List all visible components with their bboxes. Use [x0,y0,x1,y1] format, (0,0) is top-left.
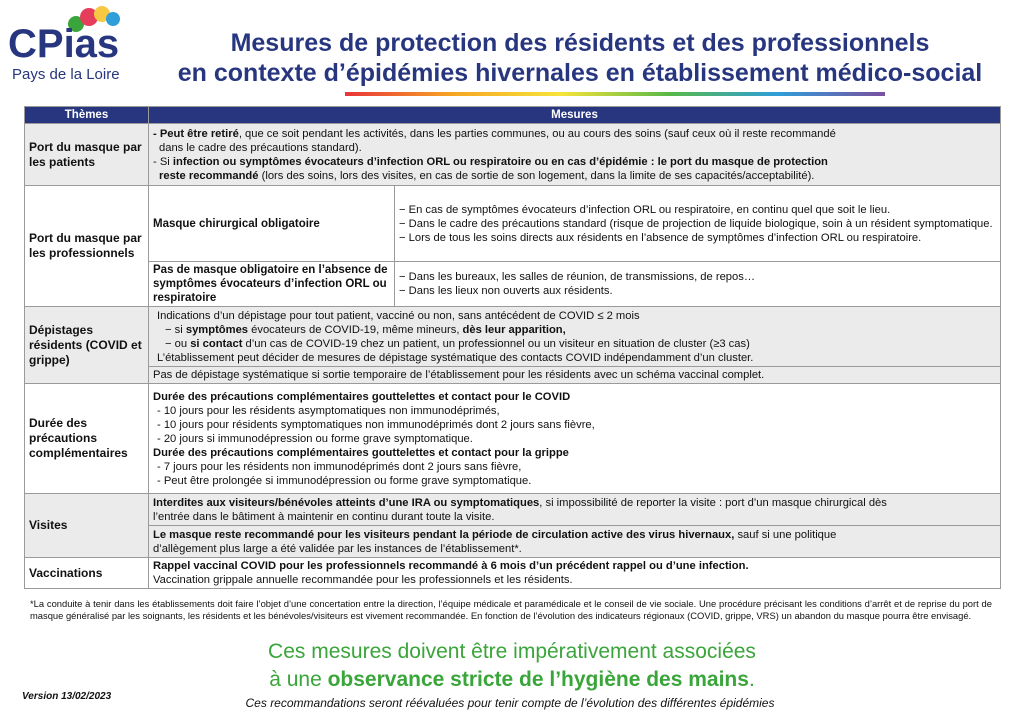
sub-label-pas-de-masque: Pas de masque obligatoire en l’absence de symptômes évocateurs d’infection ORL ou respiratoire [149,262,395,307]
mesures-depistage [149,307,1001,367]
rainbow-divider [345,92,885,96]
table-row-professionnels-2 [25,262,1001,307]
table-row-visites-2 [25,526,1001,558]
visites-r1: , si impossibilité de reporter la visite : port d’un masque chirurgical dès [539,496,887,509]
depistage-line3-b: si contact [190,337,243,350]
green-line-2-c: . [748,668,755,691]
cpias-logo [8,4,128,84]
hand-hygiene-message [200,638,824,694]
depistage-line1: Indications d’un dépistage pour tout patient, vacciné ou non, sans antécédent de COVID ≤ 2 mois [157,309,640,322]
header-themes: Thèmes [25,107,149,124]
green-line-2-a: à une [269,668,328,691]
table-row-duree [25,384,1001,494]
patients-line3-bold: infection ou symptômes évocateurs d’infection ORL ou respiratoire ou en cas d’épidémie : le port du masque de protection [172,155,828,168]
table-row-patients [25,124,1001,186]
vaccinations-line1: Rappel vaccinal COVID pour les professionnels recommandé à 6 mois d’un précédent rappel ou d’une infection. [153,560,749,572]
visites-r2-line2: d’allègement plus large a été validée par les instances de l’établissement*. [153,542,522,555]
depistage-line2-c: évocateurs de COVID-19, même mineurs, [248,323,463,336]
list-item: − Lors de tous les soins directs aux résidents en l’absence de symptômes d’infection ORL ou respiratoire. [399,231,922,244]
patients-line3: - Si [153,155,173,168]
page-title [140,28,1020,88]
depistage-line3-c: d’un cas de COVID-19 chez un patient, un professionnel ou un visiteur en situation de cluster (≥3 cas) [242,337,750,350]
list-item: - 10 jours pour les résidents asymptomatiques non immunodéprimés, [157,404,500,417]
patients-line4: (lors des soins, lors des visites, en cas de sortie de son logement, dans la limite de ses capacités/acceptabilité). [258,169,815,182]
visites-r2: sauf si une politique [734,528,837,541]
duree-grippe-title: Durée des précautions complémentaires gouttelettes et contact pour la grippe [153,446,569,459]
depistage-line4: L’établissement peut décider de mesures de dépistage systématique des contacts COVID indépendamment d’un cluster. [157,351,754,364]
visites-r2-bold: Le masque reste recommandé pour les visiteurs pendant la période de circulation active des virus hivernaux, [153,528,735,541]
theme-vaccinations: Vaccinations [25,558,149,589]
title-line-2: en contexte d’épidémies hivernales en établissement médico-social [177,59,983,87]
green-line-2-bold: observance stricte de l’hygiène des mains [327,668,749,691]
list-item: − En cas de symptômes évocateurs d’infection ORL ou respiratoire, en continu quel que soit le lieu. [399,203,891,216]
visites-r1-bold: Interdites aux visiteurs/bénévoles atteints d’une IRA ou symptomatiques [153,496,540,509]
logo-subtitle: Pays de la Loire [12,66,120,83]
list-item: - 20 jours si immunodépression ou forme grave symptomatique. [157,432,473,445]
depistage-line2-a: − si [165,323,186,336]
list-item: − Dans le cadre des précautions standard (risque de projection de liquide biologique, soin à un résident symptomatique. [399,217,993,230]
list-item: − Dans les bureaux, les salles de réunion, de transmissions, de repos… [399,271,756,283]
table-row-vaccinations [25,558,1001,589]
list-item: - 10 jours pour résidents symptomatiques non immunodéprimés dont 2 jours sans fièvre, [157,418,595,431]
table-header-row [25,107,1001,124]
patients-line2: dans le cadre des précautions standard). [159,141,362,154]
list-item: - Peut être prolongée si immunodépression ou forme grave symptomatique. [157,474,532,487]
mesures-vaccinations [149,558,1001,589]
header-mesures: Mesures [149,107,1001,124]
patients-line1: , que ce soit pendant les activités, dans les parties communes, ou au cours des soins (sauf ceux où il reste recommandé [238,127,836,140]
green-line-1: Ces mesures doivent être impérativement associées [268,640,756,663]
table-row-depistage-1 [25,307,1001,367]
mesures-visites-2 [149,526,1001,558]
vaccinations-line2: Vaccination grippale annuelle recommandée pour les professionnels et les résidents. [153,574,573,586]
title-line-1: Mesures de protection des résidents et des professionnels [230,29,930,57]
theme-patients: Port du masque par les patients [25,124,149,186]
mesures-patients [149,124,1001,186]
mesures-depistage-sortie: Pas de dépistage systématique si sortie temporaire de l’établissement pour les résidents avec un schéma vaccinal complet. [149,367,1001,384]
bottom-note: Ces recommandations seront réévaluées pour tenir compte de l’évolution des différentes épidémies [245,696,775,710]
footnote: *La conduite à tenir dans les établissements doit faire l’objet d’une concertation entre la direction, l’équipe médicale et paramédicale et le conseil de vie sociale. Une procédure précisant les conditions d’arrêt et de reprise du port de masque généralisé par les soignants, les résidents et les bénévoles/visiteurs est vivement recommandée. En fonction de l’évolution des indicateurs régionaux (COVID, grippe, VRS) un abandon du masque pourra être envisagé. [30,598,992,621]
table-row-professionnels-1 [25,186,1001,262]
theme-depistage: Dépistages résidents (COVID et grippe) [25,307,149,384]
depistage-line2-d: dès leur apparition, [462,323,566,336]
mesures-pas-de-masque [395,262,1001,307]
mesures-masque-obligatoire [395,186,1001,262]
theme-visites: Visites [25,494,149,558]
logo-name: CPias [8,22,120,66]
patients-line1-bold: - Peut être retiré [153,127,239,140]
table-row-depistage-2 [25,367,1001,384]
depistage-line3-a: − ou [165,337,191,350]
theme-professionnels: Port du masque par les professionnels [25,186,149,307]
version-label: Version 13/02/2023 [22,691,112,702]
patients-line4-bold: reste recommandé [159,169,259,182]
list-item: - 7 jours pour les résidents non immunodéprimés dont 2 jours sans fièvre, [157,460,522,473]
mesures-duree [149,384,1001,494]
green-line-2 [200,666,824,694]
measures-table [24,106,1001,589]
theme-duree: Durée des précautions complémentaires [25,384,149,494]
table-row-visites-1 [25,494,1001,526]
sub-label-masque-obligatoire: Masque chirurgical obligatoire [149,186,395,262]
mesures-visites-1 [149,494,1001,526]
depistage-line2-b: symptômes [185,323,249,336]
visites-r1-line2: l’entrée dans le bâtiment à maintenir en continu durant toute la visite. [153,510,495,523]
list-item: − Dans les lieux non ouverts aux résidents. [399,285,613,297]
duree-covid-title: Durée des précautions complémentaires gouttelettes et contact pour le COVID [153,390,571,403]
